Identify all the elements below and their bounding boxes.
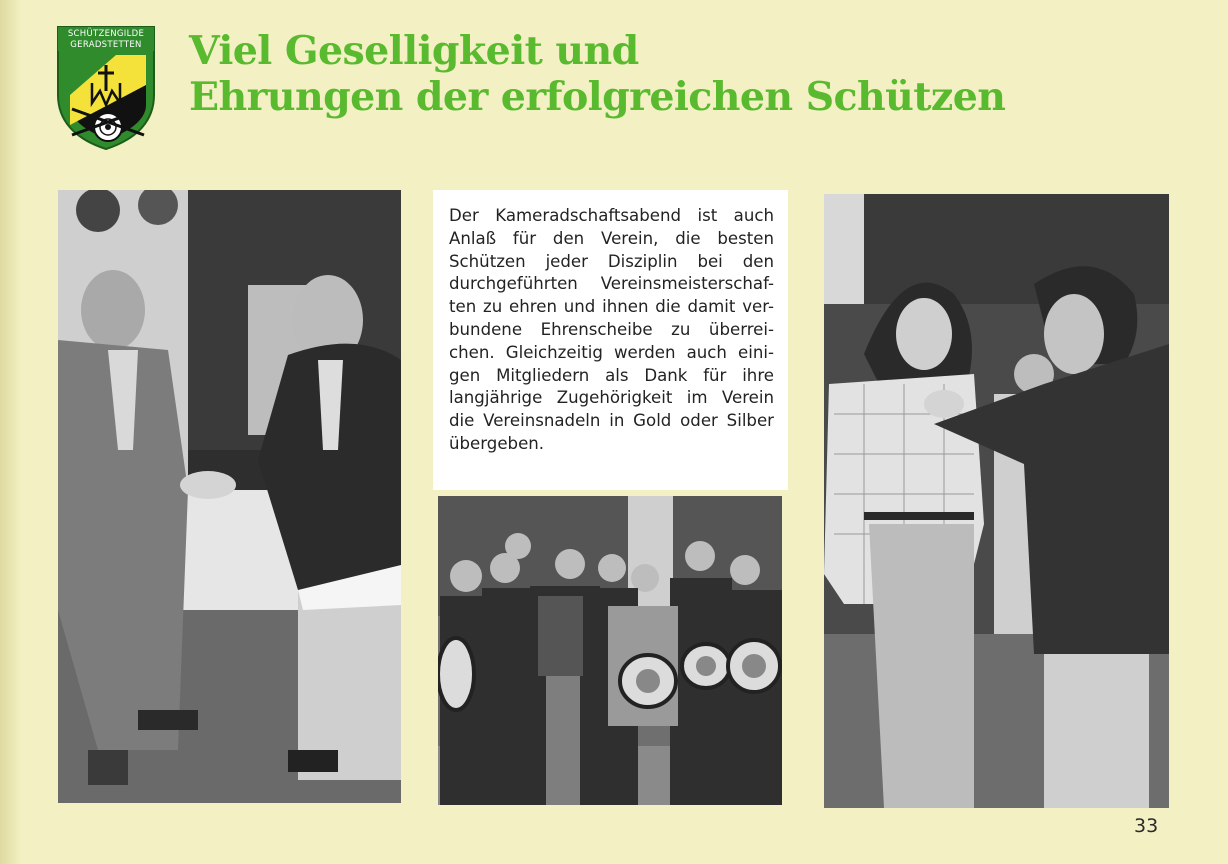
body-line: Der Kameradschaftsabend ist auch	[449, 206, 774, 225]
body-line: übergeben.	[449, 433, 545, 453]
crest-text-line2: GERADSTETTEN	[70, 40, 142, 50]
page-gutter-shadow	[0, 0, 22, 864]
body-line: gen Mitgliedern als Dank für ihre	[449, 365, 774, 385]
body-text	[449, 205, 774, 456]
body-line: ten zu ehren und ihnen die damit ver-	[449, 297, 774, 317]
body-line: langjährige Zugehörigkeit im Verein	[449, 388, 774, 408]
club-crest	[56, 25, 156, 151]
handshake-photo	[58, 190, 401, 803]
title-line-1: Viel Geselligkeit und	[189, 28, 639, 74]
body-line: bundene Ehrenscheibe zu überrei-	[449, 319, 774, 339]
body-line: durchgeführten Vereinsmeisterschaf-	[449, 274, 774, 294]
body-line: Anlaß für den Verein, die besten	[449, 228, 774, 248]
body-line: Schützen jeder Disziplin bei den	[449, 251, 774, 271]
group-photo	[438, 496, 782, 805]
pin-award-photo	[824, 194, 1169, 808]
page-title	[189, 28, 1005, 120]
title-line-2: Ehrungen der erfolgreichen Schützen	[189, 74, 1006, 120]
crest-text-line1: SCHÜTZENGILDE	[67, 29, 145, 39]
page-number: 33	[1134, 815, 1159, 837]
body-line: chen. Gleichzeitig werden auch eini-	[449, 342, 774, 362]
body-line: die Vereinsnadeln in Gold oder Silber	[449, 411, 774, 431]
